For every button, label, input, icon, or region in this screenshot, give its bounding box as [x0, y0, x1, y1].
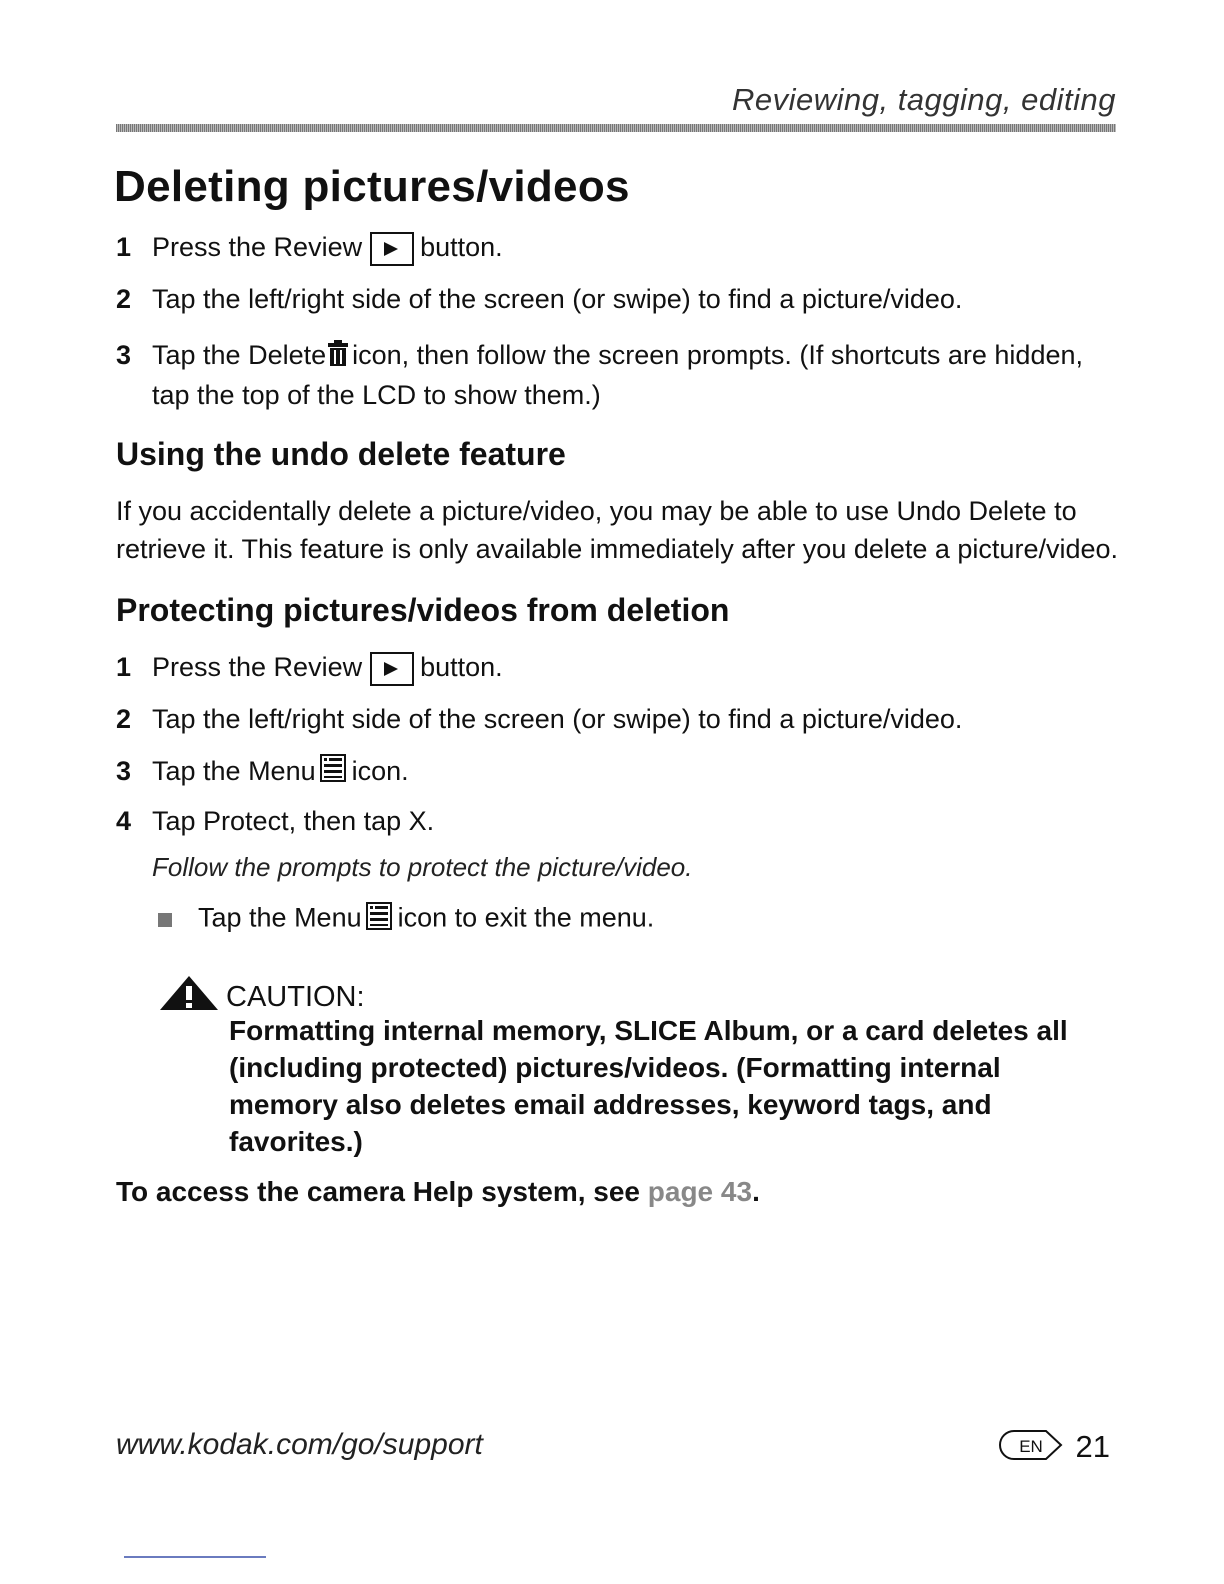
step-text: Tap the left/right side of the screen (or swipe) to find a picture/video. — [152, 284, 963, 314]
header-rule — [116, 124, 1116, 132]
step-number: 1 — [116, 232, 132, 262]
step-number: 2 — [116, 704, 132, 734]
trash-icon — [328, 338, 348, 376]
bullet-marker — [158, 913, 172, 927]
review-button-icon — [370, 652, 414, 686]
help-text: To access the camera Help system, see — [116, 1176, 648, 1207]
help-end: . — [752, 1176, 760, 1207]
step-text: icon, then follow the screen prompts. (If shortcuts are hidden, — [352, 340, 1083, 370]
step-text: Tap Protect, then tap X. — [152, 806, 435, 836]
running-header: Reviewing, tagging, editing — [731, 82, 1116, 117]
language-badge-icon — [998, 1428, 1064, 1470]
step-text: Tap the Menu — [152, 756, 316, 786]
step-number: 1 — [116, 652, 132, 682]
language-badge-text: EN — [1018, 1437, 1043, 1456]
delete-step-1 — [116, 228, 503, 266]
protect-step-1 — [116, 648, 503, 686]
help-reference — [116, 1176, 760, 1208]
undo-heading: Using the undo delete feature — [116, 436, 566, 472]
caution-title: CAUTION: — [226, 981, 365, 1013]
delete-step-3 — [116, 336, 1083, 414]
step-number: 2 — [116, 284, 132, 314]
undo-line-2: retrieve it. This feature is only available immediately after you delete a picture/video. — [116, 534, 1119, 564]
step-text: button. — [420, 652, 503, 682]
page-number: 21 — [1075, 1429, 1110, 1465]
step-text: Tap the left/right side of the screen (or swipe) to find a picture/video. — [152, 704, 963, 734]
bullet-text: icon to exit the menu. — [397, 902, 655, 933]
step-text-continued: tap the top of the LCD to show them.) — [152, 379, 601, 410]
step-text: icon. — [351, 756, 409, 786]
caution-line: memory also deletes email addresses, keyword tags, and — [229, 1089, 992, 1120]
warning-icon — [158, 974, 220, 1012]
footer-url: www.kodak.com/go/support — [116, 1428, 483, 1461]
step-text: button. — [420, 232, 503, 262]
undo-line-1: If you accidentally delete a picture/video, you may be able to use Undo Delete to — [116, 496, 1077, 526]
caution-heading — [158, 974, 365, 1014]
caution-line: (including protected) pictures/videos. (Formatting internal — [229, 1052, 1001, 1083]
delete-step-2 — [116, 280, 962, 318]
bullet-text: Tap the Menu — [198, 902, 362, 933]
step-number: 3 — [116, 756, 132, 786]
step-number: 3 — [116, 340, 132, 370]
menu-icon — [320, 754, 346, 792]
protect-step-4 — [116, 802, 434, 840]
undo-paragraph — [116, 492, 1118, 568]
protect-step-2 — [116, 700, 962, 738]
bottom-rule — [124, 1556, 266, 1558]
menu-icon — [366, 902, 392, 937]
page-link[interactable]: page 43 — [647, 1176, 753, 1207]
step-text: Tap the Delete — [152, 340, 327, 370]
protect-note: Follow the prompts to protect the picture/video. — [152, 852, 693, 882]
page-title: Deleting pictures/videos — [114, 162, 630, 211]
protect-step-3 — [116, 752, 409, 792]
step-text: Press the Review — [152, 232, 363, 262]
caution-line: Formatting internal memory, SLICE Album, or a card deletes all — [229, 1015, 1068, 1046]
caution-body — [229, 1012, 1109, 1160]
step-text: Press the Review — [152, 652, 363, 682]
protect-heading: Protecting pictures/videos from deletion — [116, 592, 730, 628]
review-button-icon — [370, 232, 414, 266]
bullet-item — [158, 902, 654, 937]
caution-line: favorites.) — [229, 1126, 363, 1157]
footer-page — [998, 1428, 1110, 1470]
step-number: 4 — [116, 806, 132, 836]
